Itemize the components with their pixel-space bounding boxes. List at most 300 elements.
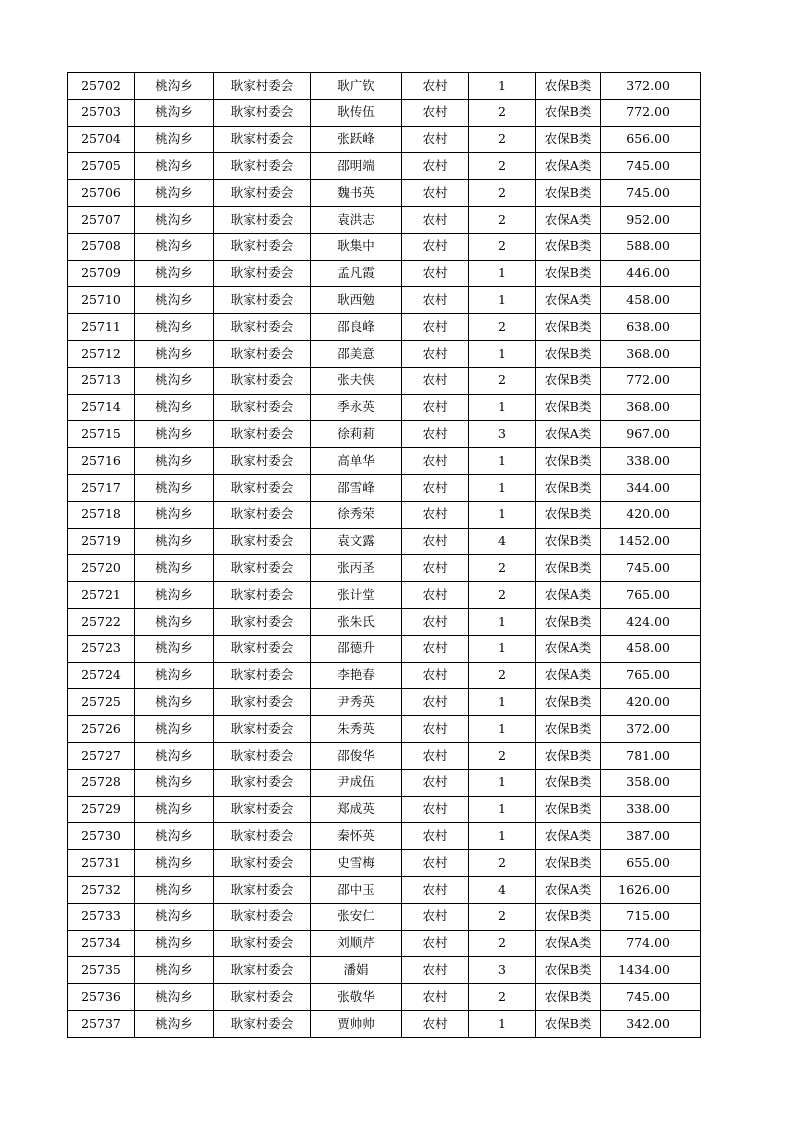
village-committee-cell: 耿家村委会: [214, 394, 311, 421]
record-id-cell: 25707: [68, 206, 135, 233]
record-id-cell: 25704: [68, 126, 135, 153]
insurance-category-cell: 农保A类: [536, 206, 601, 233]
household-size-cell: 2: [469, 126, 536, 153]
household-size-cell: 2: [469, 582, 536, 609]
amount-cell: 420.00: [601, 501, 701, 528]
household-size-cell: 2: [469, 206, 536, 233]
record-id-cell: 25736: [68, 984, 135, 1011]
area-type-cell: 农村: [402, 287, 469, 314]
area-type-cell: 农村: [402, 99, 469, 126]
table-row: [68, 796, 701, 823]
name-cell: 贾帅帅: [311, 1010, 402, 1037]
name-cell: 张朱氏: [311, 608, 402, 635]
household-size-cell: 2: [469, 367, 536, 394]
area-type-cell: 农村: [402, 796, 469, 823]
township-cell: 桃沟乡: [135, 394, 214, 421]
table-row: [68, 876, 701, 903]
table-row: [68, 448, 701, 475]
village-committee-cell: 耿家村委会: [214, 448, 311, 475]
township-cell: 桃沟乡: [135, 206, 214, 233]
name-cell: 徐秀荣: [311, 501, 402, 528]
household-size-cell: 1: [469, 823, 536, 850]
village-committee-cell: 耿家村委会: [214, 903, 311, 930]
township-cell: 桃沟乡: [135, 528, 214, 555]
name-cell: 邵明端: [311, 153, 402, 180]
amount-cell: 368.00: [601, 340, 701, 367]
area-type-cell: 农村: [402, 716, 469, 743]
name-cell: 秦怀英: [311, 823, 402, 850]
village-committee-cell: 耿家村委会: [214, 823, 311, 850]
table-body: [68, 73, 701, 1038]
amount-cell: 745.00: [601, 555, 701, 582]
insurance-category-cell: 农保A类: [536, 823, 601, 850]
record-id-cell: 25712: [68, 340, 135, 367]
area-type-cell: 农村: [402, 153, 469, 180]
name-cell: 尹成伍: [311, 769, 402, 796]
table-row: [68, 260, 701, 287]
insurance-category-cell: 农保B类: [536, 180, 601, 207]
household-size-cell: 1: [469, 73, 536, 100]
record-id-cell: 25719: [68, 528, 135, 555]
insurance-category-cell: 农保B类: [536, 769, 601, 796]
amount-cell: 372.00: [601, 716, 701, 743]
record-id-cell: 25734: [68, 930, 135, 957]
insurance-category-cell: 农保B类: [536, 1010, 601, 1037]
table-row: [68, 474, 701, 501]
household-size-cell: 1: [469, 260, 536, 287]
village-committee-cell: 耿家村委会: [214, 582, 311, 609]
insurance-category-cell: 农保B类: [536, 689, 601, 716]
village-committee-cell: 耿家村委会: [214, 126, 311, 153]
area-type-cell: 农村: [402, 555, 469, 582]
area-type-cell: 农村: [402, 823, 469, 850]
household-size-cell: 2: [469, 662, 536, 689]
township-cell: 桃沟乡: [135, 153, 214, 180]
area-type-cell: 农村: [402, 608, 469, 635]
table-row: [68, 635, 701, 662]
table-row: [68, 394, 701, 421]
name-cell: 李艳春: [311, 662, 402, 689]
insurance-category-cell: 农保B类: [536, 73, 601, 100]
insurance-category-cell: 农保B类: [536, 903, 601, 930]
record-id-cell: 25724: [68, 662, 135, 689]
household-size-cell: 2: [469, 180, 536, 207]
area-type-cell: 农村: [402, 180, 469, 207]
record-id-cell: 25729: [68, 796, 135, 823]
amount-cell: 967.00: [601, 421, 701, 448]
insurance-category-cell: 农保B类: [536, 233, 601, 260]
record-id-cell: 25702: [68, 73, 135, 100]
area-type-cell: 农村: [402, 689, 469, 716]
amount-cell: 765.00: [601, 662, 701, 689]
household-size-cell: 1: [469, 635, 536, 662]
village-committee-cell: 耿家村委会: [214, 555, 311, 582]
insurance-category-cell: 农保A类: [536, 930, 601, 957]
household-size-cell: 2: [469, 930, 536, 957]
name-cell: 邵中玉: [311, 876, 402, 903]
table-row: [68, 930, 701, 957]
insurance-category-cell: 农保B类: [536, 474, 601, 501]
household-size-cell: 4: [469, 876, 536, 903]
village-committee-cell: 耿家村委会: [214, 233, 311, 260]
table-row: [68, 153, 701, 180]
insurance-category-cell: 农保B类: [536, 608, 601, 635]
household-size-cell: 2: [469, 153, 536, 180]
amount-cell: 588.00: [601, 233, 701, 260]
household-size-cell: 1: [469, 474, 536, 501]
village-committee-cell: 耿家村委会: [214, 180, 311, 207]
area-type-cell: 农村: [402, 662, 469, 689]
area-type-cell: 农村: [402, 206, 469, 233]
village-committee-cell: 耿家村委会: [214, 1010, 311, 1037]
township-cell: 桃沟乡: [135, 340, 214, 367]
village-committee-cell: 耿家村委会: [214, 314, 311, 341]
insurance-category-cell: 农保B类: [536, 850, 601, 877]
table-row: [68, 367, 701, 394]
area-type-cell: 农村: [402, 367, 469, 394]
name-cell: 张计堂: [311, 582, 402, 609]
insurance-category-cell: 农保A类: [536, 662, 601, 689]
insurance-category-cell: 农保A类: [536, 421, 601, 448]
household-size-cell: 1: [469, 689, 536, 716]
township-cell: 桃沟乡: [135, 608, 214, 635]
name-cell: 刘顺芹: [311, 930, 402, 957]
record-id-cell: 25720: [68, 555, 135, 582]
area-type-cell: 农村: [402, 448, 469, 475]
village-committee-cell: 耿家村委会: [214, 501, 311, 528]
household-size-cell: 1: [469, 448, 536, 475]
table-row: [68, 233, 701, 260]
name-cell: 潘娟: [311, 957, 402, 984]
record-id-cell: 25727: [68, 742, 135, 769]
insurance-category-cell: 农保B类: [536, 260, 601, 287]
insurance-category-cell: 农保B类: [536, 314, 601, 341]
record-id-cell: 25728: [68, 769, 135, 796]
record-id-cell: 25725: [68, 689, 135, 716]
table-row: [68, 99, 701, 126]
amount-cell: 656.00: [601, 126, 701, 153]
table-row: [68, 528, 701, 555]
name-cell: 张丙圣: [311, 555, 402, 582]
amount-cell: 1626.00: [601, 876, 701, 903]
record-id-cell: 25711: [68, 314, 135, 341]
insurance-category-cell: 农保B类: [536, 448, 601, 475]
name-cell: 邵雪峰: [311, 474, 402, 501]
insurance-category-cell: 农保A类: [536, 153, 601, 180]
household-size-cell: 3: [469, 421, 536, 448]
township-cell: 桃沟乡: [135, 582, 214, 609]
amount-cell: 342.00: [601, 1010, 701, 1037]
household-size-cell: 2: [469, 233, 536, 260]
table-row: [68, 823, 701, 850]
area-type-cell: 农村: [402, 314, 469, 341]
amount-cell: 745.00: [601, 180, 701, 207]
township-cell: 桃沟乡: [135, 421, 214, 448]
insurance-category-cell: 农保B类: [536, 555, 601, 582]
table-row: [68, 126, 701, 153]
amount-cell: 952.00: [601, 206, 701, 233]
township-cell: 桃沟乡: [135, 769, 214, 796]
table-row: [68, 689, 701, 716]
name-cell: 袁洪志: [311, 206, 402, 233]
area-type-cell: 农村: [402, 930, 469, 957]
insurance-category-cell: 农保B类: [536, 367, 601, 394]
record-id-cell: 25735: [68, 957, 135, 984]
record-id-cell: 25706: [68, 180, 135, 207]
area-type-cell: 农村: [402, 957, 469, 984]
township-cell: 桃沟乡: [135, 662, 214, 689]
household-size-cell: 1: [469, 394, 536, 421]
record-id-cell: 25722: [68, 608, 135, 635]
area-type-cell: 农村: [402, 340, 469, 367]
household-size-cell: 2: [469, 742, 536, 769]
township-cell: 桃沟乡: [135, 474, 214, 501]
household-size-cell: 1: [469, 287, 536, 314]
amount-cell: 344.00: [601, 474, 701, 501]
record-id-cell: 25710: [68, 287, 135, 314]
amount-cell: 372.00: [601, 73, 701, 100]
record-id-cell: 25737: [68, 1010, 135, 1037]
name-cell: 史雪梅: [311, 850, 402, 877]
household-size-cell: 1: [469, 340, 536, 367]
township-cell: 桃沟乡: [135, 635, 214, 662]
area-type-cell: 农村: [402, 850, 469, 877]
record-id-cell: 25703: [68, 99, 135, 126]
record-id-cell: 25733: [68, 903, 135, 930]
area-type-cell: 农村: [402, 984, 469, 1011]
name-cell: 邵美意: [311, 340, 402, 367]
area-type-cell: 农村: [402, 769, 469, 796]
village-committee-cell: 耿家村委会: [214, 99, 311, 126]
household-size-cell: 2: [469, 850, 536, 877]
insurance-category-cell: 农保B类: [536, 528, 601, 555]
record-id-cell: 25716: [68, 448, 135, 475]
village-committee-cell: 耿家村委会: [214, 340, 311, 367]
table-row: [68, 421, 701, 448]
village-committee-cell: 耿家村委会: [214, 716, 311, 743]
amount-cell: 446.00: [601, 260, 701, 287]
township-cell: 桃沟乡: [135, 260, 214, 287]
township-cell: 桃沟乡: [135, 1010, 214, 1037]
township-cell: 桃沟乡: [135, 501, 214, 528]
name-cell: 季永英: [311, 394, 402, 421]
table-row: [68, 608, 701, 635]
township-cell: 桃沟乡: [135, 448, 214, 475]
insurance-category-cell: 农保B类: [536, 394, 601, 421]
name-cell: 尹秀英: [311, 689, 402, 716]
amount-cell: 338.00: [601, 448, 701, 475]
area-type-cell: 农村: [402, 474, 469, 501]
household-size-cell: 4: [469, 528, 536, 555]
table-row: [68, 206, 701, 233]
township-cell: 桃沟乡: [135, 903, 214, 930]
area-type-cell: 农村: [402, 421, 469, 448]
record-id-cell: 25723: [68, 635, 135, 662]
amount-cell: 638.00: [601, 314, 701, 341]
village-committee-cell: 耿家村委会: [214, 957, 311, 984]
insurance-category-cell: 农保B类: [536, 501, 601, 528]
name-cell: 朱秀英: [311, 716, 402, 743]
amount-cell: 655.00: [601, 850, 701, 877]
amount-cell: 781.00: [601, 742, 701, 769]
table-row: [68, 314, 701, 341]
insurance-category-cell: 农保A类: [536, 635, 601, 662]
area-type-cell: 农村: [402, 1010, 469, 1037]
township-cell: 桃沟乡: [135, 126, 214, 153]
name-cell: 耿传伍: [311, 99, 402, 126]
village-committee-cell: 耿家村委会: [214, 367, 311, 394]
township-cell: 桃沟乡: [135, 716, 214, 743]
record-id-cell: 25730: [68, 823, 135, 850]
insurance-category-cell: 农保B类: [536, 796, 601, 823]
name-cell: 耿西勉: [311, 287, 402, 314]
amount-cell: 715.00: [601, 903, 701, 930]
township-cell: 桃沟乡: [135, 957, 214, 984]
table-row: [68, 501, 701, 528]
name-cell: 邵俊华: [311, 742, 402, 769]
name-cell: 邵德升: [311, 635, 402, 662]
household-size-cell: 1: [469, 608, 536, 635]
township-cell: 桃沟乡: [135, 555, 214, 582]
area-type-cell: 农村: [402, 742, 469, 769]
table-row: [68, 957, 701, 984]
area-type-cell: 农村: [402, 582, 469, 609]
household-size-cell: 1: [469, 501, 536, 528]
township-cell: 桃沟乡: [135, 287, 214, 314]
amount-cell: 420.00: [601, 689, 701, 716]
village-committee-cell: 耿家村委会: [214, 769, 311, 796]
name-cell: 张夫侠: [311, 367, 402, 394]
record-id-cell: 25709: [68, 260, 135, 287]
name-cell: 张敬华: [311, 984, 402, 1011]
insurance-category-cell: 农保B类: [536, 99, 601, 126]
village-committee-cell: 耿家村委会: [214, 260, 311, 287]
township-cell: 桃沟乡: [135, 180, 214, 207]
name-cell: 孟凡霞: [311, 260, 402, 287]
household-size-cell: 3: [469, 957, 536, 984]
area-type-cell: 农村: [402, 73, 469, 100]
table-row: [68, 582, 701, 609]
table-row: [68, 903, 701, 930]
table-row: [68, 662, 701, 689]
record-id-cell: 25715: [68, 421, 135, 448]
village-committee-cell: 耿家村委会: [214, 608, 311, 635]
household-size-cell: 2: [469, 555, 536, 582]
amount-cell: 387.00: [601, 823, 701, 850]
name-cell: 郑成英: [311, 796, 402, 823]
amount-cell: 458.00: [601, 287, 701, 314]
amount-cell: 772.00: [601, 367, 701, 394]
record-id-cell: 25731: [68, 850, 135, 877]
area-type-cell: 农村: [402, 126, 469, 153]
village-committee-cell: 耿家村委会: [214, 662, 311, 689]
area-type-cell: 农村: [402, 528, 469, 555]
household-size-cell: 2: [469, 99, 536, 126]
village-committee-cell: 耿家村委会: [214, 796, 311, 823]
amount-cell: 774.00: [601, 930, 701, 957]
village-committee-cell: 耿家村委会: [214, 635, 311, 662]
amount-cell: 338.00: [601, 796, 701, 823]
household-size-cell: 2: [469, 984, 536, 1011]
insurance-category-cell: 农保B类: [536, 984, 601, 1011]
amount-cell: 1434.00: [601, 957, 701, 984]
township-cell: 桃沟乡: [135, 796, 214, 823]
township-cell: 桃沟乡: [135, 930, 214, 957]
insurance-category-cell: 农保B类: [536, 340, 601, 367]
household-size-cell: 1: [469, 769, 536, 796]
village-committee-cell: 耿家村委会: [214, 206, 311, 233]
township-cell: 桃沟乡: [135, 689, 214, 716]
amount-cell: 458.00: [601, 635, 701, 662]
beneficiary-table: [67, 72, 701, 1038]
amount-cell: 1452.00: [601, 528, 701, 555]
village-committee-cell: 耿家村委会: [214, 689, 311, 716]
household-size-cell: 1: [469, 716, 536, 743]
record-id-cell: 25714: [68, 394, 135, 421]
village-committee-cell: 耿家村委会: [214, 876, 311, 903]
amount-cell: 424.00: [601, 608, 701, 635]
record-id-cell: 25708: [68, 233, 135, 260]
insurance-category-cell: 农保A类: [536, 287, 601, 314]
area-type-cell: 农村: [402, 233, 469, 260]
household-size-cell: 2: [469, 903, 536, 930]
name-cell: 耿集中: [311, 233, 402, 260]
insurance-category-cell: 农保A类: [536, 876, 601, 903]
name-cell: 袁文露: [311, 528, 402, 555]
area-type-cell: 农村: [402, 876, 469, 903]
amount-cell: 772.00: [601, 99, 701, 126]
village-committee-cell: 耿家村委会: [214, 73, 311, 100]
area-type-cell: 农村: [402, 903, 469, 930]
township-cell: 桃沟乡: [135, 73, 214, 100]
record-id-cell: 25732: [68, 876, 135, 903]
insurance-category-cell: 农保B类: [536, 742, 601, 769]
record-id-cell: 25705: [68, 153, 135, 180]
township-cell: 桃沟乡: [135, 876, 214, 903]
amount-cell: 745.00: [601, 153, 701, 180]
table-row: [68, 73, 701, 100]
table-row: [68, 769, 701, 796]
insurance-category-cell: 农保B类: [536, 126, 601, 153]
township-cell: 桃沟乡: [135, 742, 214, 769]
name-cell: 张安仁: [311, 903, 402, 930]
insurance-category-cell: 农保B类: [536, 716, 601, 743]
village-committee-cell: 耿家村委会: [214, 984, 311, 1011]
name-cell: 张跃峰: [311, 126, 402, 153]
insurance-category-cell: 农保B类: [536, 957, 601, 984]
insurance-category-cell: 农保A类: [536, 582, 601, 609]
village-committee-cell: 耿家村委会: [214, 421, 311, 448]
name-cell: 高单华: [311, 448, 402, 475]
table-row: [68, 984, 701, 1011]
township-cell: 桃沟乡: [135, 984, 214, 1011]
name-cell: 徐莉莉: [311, 421, 402, 448]
household-size-cell: 2: [469, 314, 536, 341]
name-cell: 耿广钦: [311, 73, 402, 100]
village-committee-cell: 耿家村委会: [214, 287, 311, 314]
township-cell: 桃沟乡: [135, 99, 214, 126]
amount-cell: 765.00: [601, 582, 701, 609]
name-cell: 邵良峰: [311, 314, 402, 341]
table-row: [68, 340, 701, 367]
record-id-cell: 25717: [68, 474, 135, 501]
village-committee-cell: 耿家村委会: [214, 153, 311, 180]
amount-cell: 368.00: [601, 394, 701, 421]
township-cell: 桃沟乡: [135, 233, 214, 260]
village-committee-cell: 耿家村委会: [214, 528, 311, 555]
area-type-cell: 农村: [402, 394, 469, 421]
amount-cell: 358.00: [601, 769, 701, 796]
